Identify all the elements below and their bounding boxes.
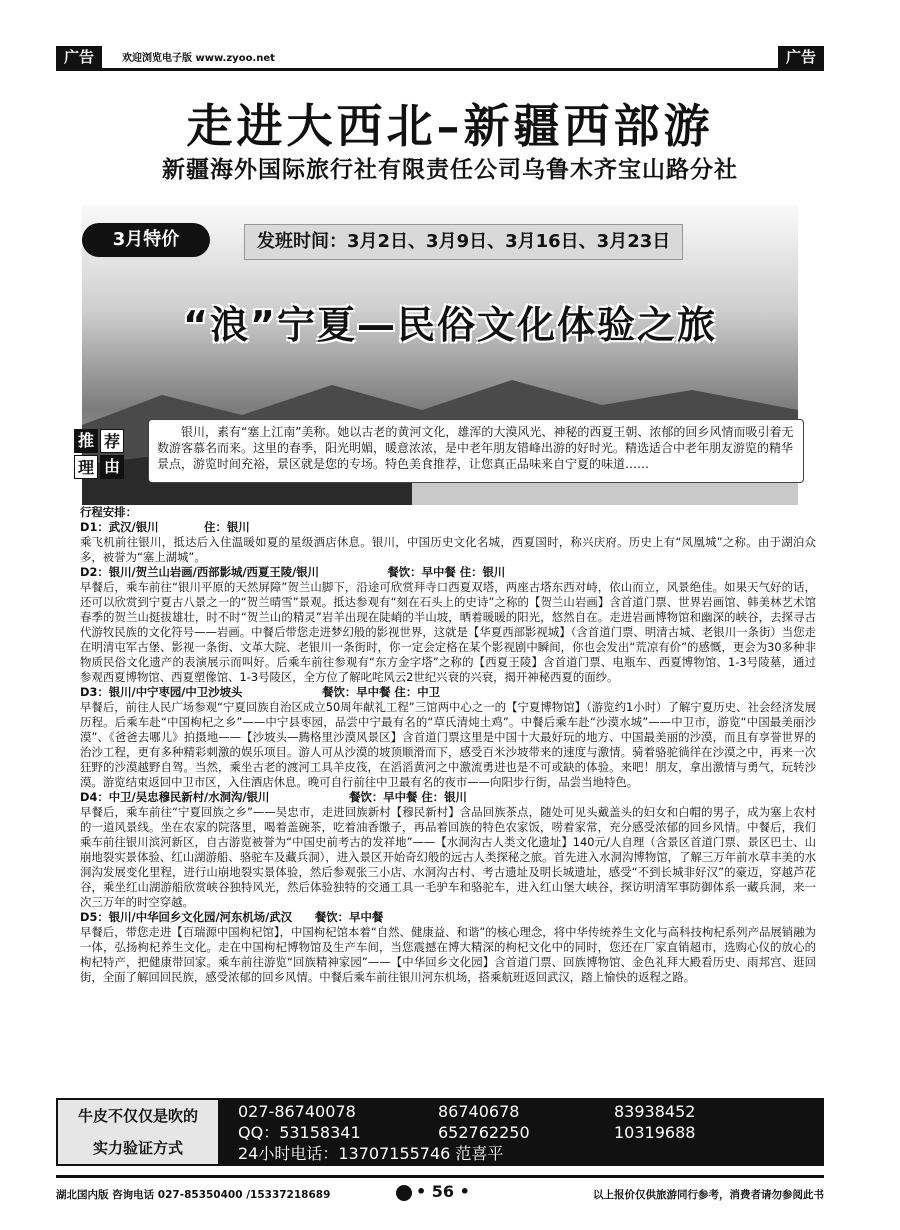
contact-bar <box>56 1098 824 1166</box>
itinerary-heading: 行程安排： <box>80 505 137 519</box>
day-title: D4：中卫/吴忠穆民新村/水洞沟/银川 餐饮：早中餐 住：银川 <box>80 790 467 804</box>
recommend-char: 荐 <box>100 429 124 453</box>
qq-number: 10319688 <box>614 1123 696 1142</box>
slogan-line: 实力验证方式 <box>92 1139 183 1157</box>
qq-row <box>238 1122 818 1143</box>
day-title: D2：银川/贺兰山岩画/西部影城/西夏王陵/银川 餐饮：早中餐 住：银川 <box>80 565 506 579</box>
itinerary <box>80 505 816 985</box>
tour-title: “浪”宁夏—民俗文化体验之旅 <box>183 303 717 347</box>
day-description: 早餐后，乘车前往“宁夏回族之乡”——吴忠市，走进回族新村【穆民新村】含品回族茶点，随处可见头戴盖头的妇女和白帽的男子，成为塞上农村的一道风景线。坐在农家的院落里，喝着盖碗茶，吃着油香馓子，再品着回族的特色农家饭，唠着家常，充分感受浓郁的回乡风情。中餐后，我们乘车前往银川滨河新区，自古游览被誉为“中国史前考古的发祥地”——【水洞沟古人类文化遗址】140元/人自理（含景区首道门票、景区巴士、山崩地裂实景体验、红山湖游船、骆驼车及藏兵洞），进入景区开始奇幻般的远古人类探秘之旅。首先进入水洞沟博物馆，了解三万年前水草丰美的水洞沟发展变化里程，进行山崩地裂实景体验，然后参观张三小店、水洞沟古村、考古遗址及明长城遗址，感受“不到长城非好汉”的豪迈，穿越芦花谷，乘坐红山湖游船欣赏峡谷独特风光，然后体验独特的交通工具一毛驴车和骆驼车，进入红山堡大峡谷，探访明清军事防御体系一藏兵洞，来一次三万年的时空穿越。 <box>80 805 816 909</box>
website-url: 欢迎浏览电子版 www.zyoo.net <box>122 53 275 64</box>
phone-number: 86740678 <box>438 1102 520 1121</box>
day-description: 早餐后，前往人民广场参观“宁夏回族自治区成立50周年献礼工程”三馆两中心之一的【宁夏博物馆】（游览约1小时）了解宁夏历史、社会经济发展历程。后乘车赴“中国枸杞之乡”——中宁县枣园，品尝中宁最有名的“草氏清炖土鸡”。中餐后乘车赴“沙漠水城”——中卫市，游览“中国最美丽沙漠”、《爸爸去哪儿》拍摄地——【沙坡头—腾格里沙漠风景区】含首道门票这里是中国十大最好玩的地方、中国最美丽的沙漠，而且有享誉世界的治沙工程，更有多种精彩刺激的娱乐项目。游人可从沙漠的坡顶顺滑而下，感受百米沙坡带来的速度与激情。骑着骆驼徜徉在沙漠之中，再来一次狂野的沙漠越野自驾。当然，乘坐古老的渡河工具羊皮筏，在滔滔黄河之中激流勇进也是不可或缺的体验。来吧！朋友，拿出激情与勇气，玩转沙漠。游览结束返回中卫市区，入住酒店休息。晚可自行前往中卫最有名的夜市——向阳步行街，品尝当地特色。 <box>80 700 816 789</box>
departure-dates: 发班时间：3月2日、3月9日、3月16日、3月23日 <box>244 224 683 260</box>
main-title: 走进大西北–新疆西部游 <box>186 99 714 153</box>
hotline: 24小时电话：13707155746 范喜平 <box>238 1144 504 1163</box>
day-description: 早餐后，乘车前往“银川平原的天然屏障”贺兰山脚下，沿途可欣赏拜寺口西夏双塔，两座古塔东西对峙，依山而立，风景绝佳。如果天气好的话，还可以欣赏到宁夏古八景之一的“贺兰晴雪”景观。抵达参观有“刻在石头上的史诗”之称的【贺兰山岩画】含首道门票、世界岩画馆、韩美林艺术馆春季的贺兰山挺拔雄壮，时不时“贺兰山的精灵”岩羊出现在陡峭的半山坡，晒着暖暖的阳光，悠然自在。走进岩画博物馆和幽深的峡谷，去探寻古代游牧民族的文化符号——岩画。中餐后带您走进梦幻般的影视世界，这就是【华夏西部影视城】（含首道门票、明清古城、老银川一条街）当您走在明清屯军古堡、影视一条街、文革大院、老银川一条街时，你一定会定格在某个影视剧中瞬间，你也会发出“荒凉有价”的感慨，更会为30多种非物质民俗文化遗产的表演展示而叫好。后乘车前往参观有“东方金字塔”之称的【西夏王陵】含首道门票、电瓶车、西夏博物馆、1-3号陵墓，通过参观西夏博物馆、西夏塑像馆、1-3号陵区，全方位了解叱咤风云2世纪兴衰的兴衰，揭开神秘西夏的面纱。 <box>80 580 816 684</box>
page-number-text: • 56 • <box>416 1182 470 1201</box>
phone-number: 027-86740078 <box>238 1102 356 1121</box>
agency-name: 新疆海外国际旅行社有限责任公司乌鲁木齐宝山路分社 <box>162 157 738 183</box>
page-logo-icon <box>396 1185 412 1201</box>
day-title: D1：武汉/银川 住：银川 <box>80 520 250 534</box>
day-description: 乘飞机前往银川，抵达后入住温暖如夏的星级酒店休息。银川，中国历史文化名城，西夏国时，称兴庆府。历史上有“凤凰城”之称。由于湖泊众多，被誉为“塞上湖城”。 <box>80 535 816 564</box>
day-title: D5：银川/中华回乡文化园/河东机场/武汉 餐饮：早中餐 <box>80 910 384 924</box>
slogan-line: 牛皮不仅仅是吹的 <box>77 1107 198 1125</box>
page-number <box>396 1182 470 1201</box>
qq-number: 652762250 <box>438 1123 530 1142</box>
footer-left-text: 湖北国内版 咨询电话 027-85350400 /15337218689 <box>56 1189 331 1201</box>
ad-label-left: 广告 <box>56 46 102 68</box>
slogan-box <box>56 1098 220 1166</box>
recommend-char: 理 <box>74 455 98 479</box>
special-price-badge: 3月特价 <box>82 223 210 257</box>
footer-right-text: 以上报价仅供旅游同行参考，消费者请勿参阅此书 <box>593 1189 824 1201</box>
qq-number: QQ：53158341 <box>238 1123 361 1142</box>
day-description: 早餐后，带您走进【百瑞源中国枸杞馆】，中国枸杞馆本着“自然、健康益、和谐”的核心理念，将中华传统养生文化与高科技枸杞系列产品展销融为一体，弘扬枸杞养生文化。走在中国枸杞博物馆及生产车间，当您震撼在博大精深的枸杞文化中的同时，您还在厂家直销超市，选购心仪的放心的枸杞特产，把健康带回家。乘车前往游览“回族精神家园”——【中华回乡文化园】含首道门票、回族博物馆、金色礼拜大殿看历史、雨邦宫、逛回街，全面了解回回民族，感受浓郁的回乡风情。中餐后乘车前往银川河东机场，搭乘航班返回武汉，踏上愉快的返程之路。 <box>80 925 816 984</box>
phone-row <box>238 1101 818 1122</box>
recommend-char: 由 <box>100 455 124 479</box>
phone-number: 83938452 <box>614 1102 696 1121</box>
ad-label-right: 广告 <box>778 46 824 68</box>
footer <box>56 1175 824 1208</box>
recommend-text: 银川，素有“塞上江南”美称。她以古老的黄河文化，雄浑的大漠风光、神秘的西夏王朝、浓郁的回乡风情而吸引着无数游客慕名而来。这里的春季，阳光明媚，暖意浓浓，是中老年朋友错峰出游的好时光。精选适合中老年朋友游览的精华景点，游览时间充裕，景区就是您的专场。特色美食推荐，让您真正品味来自宁夏的味道…… <box>148 419 804 483</box>
recommend-label <box>74 429 154 479</box>
day-title: D3：银川/中宁枣园/中卫沙坡头 餐饮：早中餐 住：中卫 <box>80 685 440 699</box>
top-bar <box>56 46 824 71</box>
recommend-char: 推 <box>74 429 98 453</box>
contact-info <box>238 1101 818 1164</box>
